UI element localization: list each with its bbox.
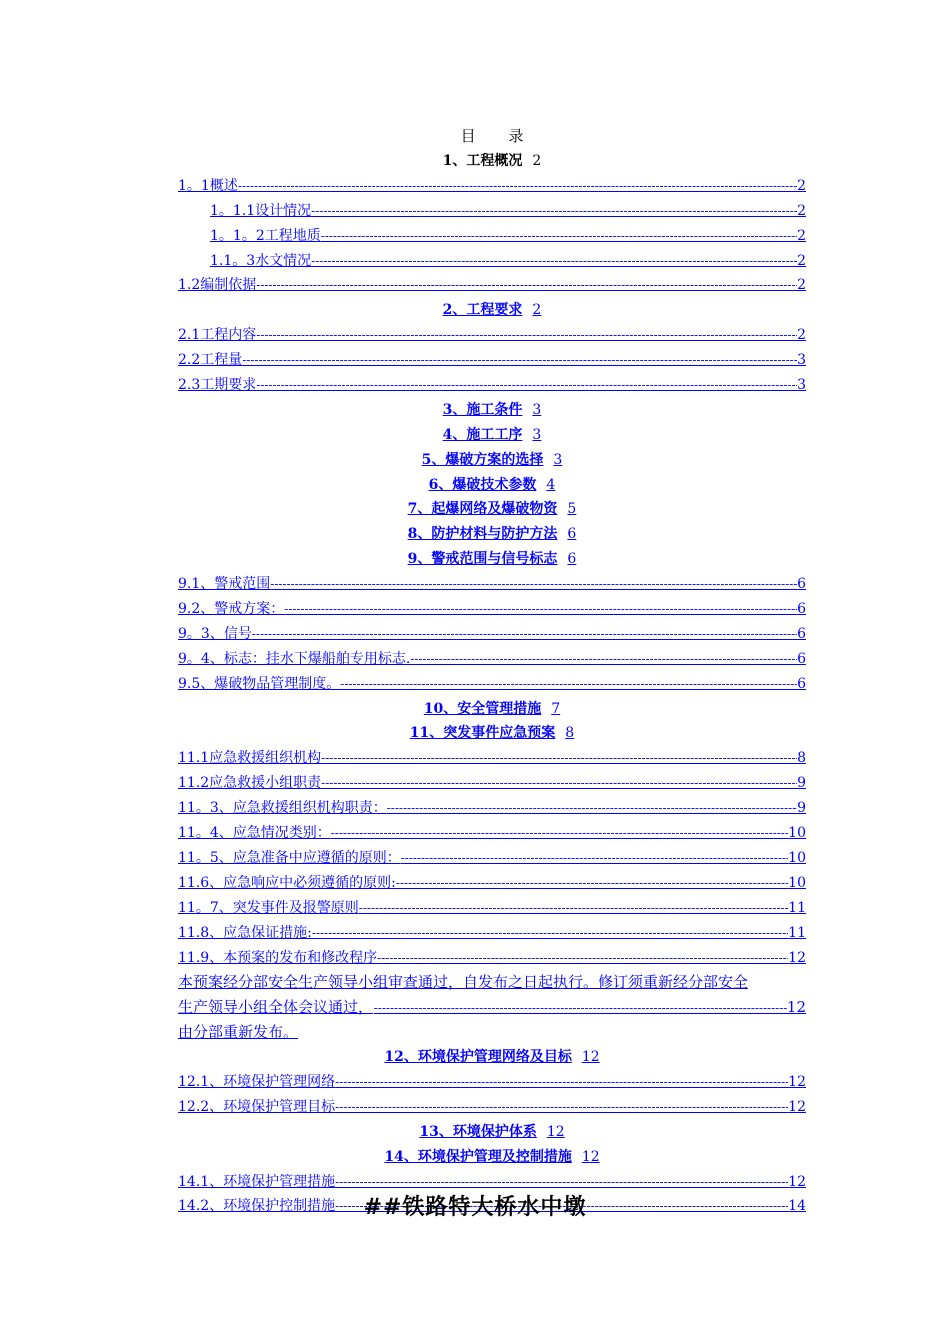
toc-entry-link[interactable] bbox=[178, 946, 806, 971]
toc-entry-label: 11.9、本预案的发布和修改程序 bbox=[178, 949, 378, 966]
toc-heading-label: 3、施工条件 bbox=[442, 401, 523, 418]
toc-heading[interactable] bbox=[178, 522, 806, 547]
toc-entry-link[interactable] bbox=[178, 174, 806, 199]
toc-heading-page: 5 bbox=[567, 501, 577, 518]
toc-heading-page: 2 bbox=[532, 153, 542, 169]
toc-leader-dots bbox=[284, 597, 797, 622]
toc-heading-label: 6、爆破技术参数 bbox=[428, 476, 537, 493]
toc-leader-dots bbox=[340, 672, 797, 697]
toc-entry-page: 6 bbox=[797, 625, 806, 642]
toc-leader-dots bbox=[256, 323, 797, 348]
toc-entry-page: 2 bbox=[797, 227, 806, 244]
toc-leader-dots bbox=[374, 995, 787, 1045]
toc-heading[interactable] bbox=[178, 697, 806, 722]
toc-entry-label: 1。1.1设计情况 bbox=[210, 202, 312, 219]
toc-entry-link[interactable] bbox=[178, 796, 806, 821]
toc-entry-label: 9.1、警戒范围 bbox=[178, 576, 271, 593]
toc-heading-label: 5、爆破方案的选择 bbox=[421, 451, 544, 468]
toc-entry-link[interactable] bbox=[178, 771, 806, 796]
toc-list bbox=[178, 149, 806, 1219]
toc-entry-label: 2.2工程量 bbox=[178, 352, 243, 369]
toc-entry-label: 11。5、应急准备中应遵循的原则： bbox=[178, 849, 401, 866]
toc-entry-label: 11。4、应急情况类别： bbox=[178, 825, 331, 842]
toc-heading[interactable] bbox=[178, 448, 806, 473]
toc-entry-page: 3 bbox=[797, 377, 806, 394]
toc-entry-page: 2 bbox=[797, 177, 806, 194]
toc-entry-link[interactable] bbox=[178, 1070, 806, 1095]
toc-heading[interactable] bbox=[178, 1045, 806, 1070]
toc-entry-label: 11.8、应急保证措施: bbox=[178, 924, 312, 941]
toc-heading-label: 12、环境保护管理网络及目标 bbox=[384, 1049, 572, 1066]
toc-entry-link[interactable] bbox=[178, 871, 806, 896]
toc-entry-page: 9 bbox=[797, 775, 806, 792]
toc-leader-dots bbox=[331, 821, 788, 846]
toc-heading-label: 10、安全管理措施 bbox=[423, 700, 542, 717]
toc-page bbox=[178, 123, 806, 1219]
toc-entry-label: 9。4、标志：挂水下爆船舶专用标志. bbox=[178, 650, 411, 667]
toc-entry-page: 10 bbox=[788, 825, 806, 842]
toc-entry-link[interactable] bbox=[178, 896, 806, 921]
toc-entry-label: 12.1、环境保护管理网络 bbox=[178, 1074, 336, 1090]
toc-entry-label: 1.2编制依据 bbox=[178, 277, 257, 294]
toc-leader-dots bbox=[335, 1070, 788, 1095]
toc-heading bbox=[178, 149, 806, 174]
toc-heading-label: 1、工程概况 bbox=[442, 153, 523, 169]
toc-entry-page: 3 bbox=[797, 352, 806, 369]
toc-heading-page: 12 bbox=[581, 1049, 600, 1066]
toc-leader-dots bbox=[270, 572, 797, 597]
toc-heading-label: 11、突发事件应急预案 bbox=[409, 725, 556, 742]
toc-entry-link[interactable] bbox=[178, 846, 806, 871]
toc-heading[interactable] bbox=[178, 1145, 806, 1170]
toc-leader-dots bbox=[359, 896, 788, 921]
toc-entry-page: 11 bbox=[788, 924, 806, 941]
toc-entry-label: 11.6、应急响应中必须遵循的原则: bbox=[178, 874, 396, 891]
toc-leader-dots bbox=[312, 921, 788, 946]
toc-entry-label: 9。3、信号 bbox=[178, 625, 252, 642]
toc-entry-page: 2 bbox=[797, 327, 806, 344]
toc-entry-page: 6 bbox=[797, 576, 806, 593]
toc-entry-page: 2 bbox=[797, 252, 806, 269]
toc-entry-link[interactable] bbox=[178, 1095, 806, 1120]
toc-entry-label: 11。7、突发事件及报警原则 bbox=[178, 899, 359, 916]
toc-heading-label: 14、环境保护管理及控制措施 bbox=[384, 1148, 572, 1165]
toc-entry-page: 14 bbox=[788, 1198, 806, 1215]
toc-entry-page: 8 bbox=[797, 750, 806, 767]
toc-heading-page: 12 bbox=[581, 1148, 600, 1165]
toc-heading-page: 3 bbox=[532, 401, 542, 418]
toc-leader-dots bbox=[401, 846, 788, 871]
toc-entry-page: 2 bbox=[797, 277, 806, 294]
toc-leader-dots bbox=[335, 1095, 788, 1120]
toc-leader-dots bbox=[321, 746, 797, 771]
toc-heading-label: 7、起爆网络及爆破物资 bbox=[407, 501, 558, 518]
toc-leader-dots bbox=[256, 273, 797, 298]
toc-entry-page: 12 bbox=[786, 998, 806, 1017]
toc-leader-dots bbox=[311, 249, 797, 274]
toc-heading[interactable] bbox=[178, 298, 806, 323]
toc-leader-dots bbox=[252, 622, 797, 647]
toc-entry-link[interactable] bbox=[178, 199, 806, 224]
toc-heading-page: 12 bbox=[546, 1123, 565, 1140]
toc-entry-link[interactable] bbox=[178, 921, 806, 946]
toc-heading[interactable] bbox=[178, 423, 806, 448]
toc-entry-link[interactable] bbox=[178, 622, 806, 647]
toc-entry-page: 12 bbox=[788, 949, 806, 966]
toc-entry-paragraph-link[interactable] bbox=[178, 970, 806, 1045]
toc-entry-page: 6 bbox=[797, 601, 806, 618]
toc-entry-label: 1.1。3水文情况 bbox=[210, 252, 312, 269]
toc-heading-page: 6 bbox=[567, 526, 577, 543]
toc-entry-page: 11 bbox=[788, 899, 806, 916]
toc-entry-label: 12.2、环境保护管理目标 bbox=[178, 1098, 336, 1115]
toc-leader-dots bbox=[377, 946, 788, 971]
toc-paragraph-line: 本预案经分部安全生产领导小组审查通过，自发布之日起执行。修订须重新经分部安全 bbox=[178, 973, 749, 992]
toc-heading-page: 3 bbox=[553, 451, 563, 468]
toc-heading[interactable] bbox=[178, 547, 806, 572]
toc-entry-label: 11.2应急救援小组职责 bbox=[178, 775, 322, 792]
toc-leader-dots bbox=[242, 348, 797, 373]
toc-leader-dots bbox=[410, 647, 797, 672]
toc-heading-label: 2、工程要求 bbox=[442, 302, 523, 319]
toc-entry-link[interactable] bbox=[178, 647, 806, 672]
toc-leader-dots bbox=[321, 771, 797, 796]
toc-heading-page: 4 bbox=[546, 476, 556, 493]
toc-entry-link[interactable] bbox=[178, 572, 806, 597]
toc-leader-dots bbox=[321, 224, 797, 249]
toc-heading[interactable] bbox=[178, 497, 806, 522]
toc-entry-link[interactable] bbox=[178, 348, 806, 373]
toc-heading-label: 9、警戒范围与信号标志 bbox=[407, 551, 558, 568]
toc-leader-dots bbox=[256, 373, 797, 398]
toc-entry-label: 11。3、应急救援组织机构职责： bbox=[178, 800, 387, 817]
toc-entry-page: 10 bbox=[788, 874, 806, 891]
toc-entry-link[interactable] bbox=[178, 746, 806, 771]
toc-entry-page: 9 bbox=[797, 800, 806, 817]
toc-entry-link[interactable] bbox=[178, 597, 806, 622]
toc-entry-label: 9.5、爆破物品管理制度。 bbox=[178, 675, 341, 692]
toc-entry-link[interactable] bbox=[178, 672, 806, 697]
toc-heading-label: 13、环境保护体系 bbox=[419, 1123, 537, 1140]
toc-leader-dots bbox=[238, 174, 797, 199]
toc-entry-page: 12 bbox=[788, 1173, 806, 1190]
toc-title: 目 录 bbox=[460, 127, 538, 145]
toc-entry-label: 2.3工期要求 bbox=[178, 377, 257, 394]
toc-heading-page: 3 bbox=[532, 426, 542, 443]
toc-entry-label: 9.2、警戒方案： bbox=[178, 601, 285, 618]
toc-entry-label: 14.2、环境保护控制措施 bbox=[178, 1198, 336, 1215]
toc-entry-label: 2.1工程内容 bbox=[178, 327, 257, 344]
toc-entry-label: 11.1应急救援组织机构 bbox=[178, 750, 322, 767]
document-title: ##铁路特大桥水中墩 bbox=[363, 1194, 587, 1220]
toc-entry-page: 12 bbox=[788, 1098, 806, 1115]
toc-entry-link[interactable] bbox=[178, 224, 806, 249]
toc-entry-page: 10 bbox=[788, 849, 806, 866]
toc-entry-link[interactable] bbox=[178, 273, 806, 298]
toc-entry-link[interactable] bbox=[178, 821, 806, 846]
toc-heading[interactable] bbox=[178, 721, 806, 746]
toc-entry-link[interactable] bbox=[178, 323, 806, 348]
toc-heading-label: 4、施工工序 bbox=[442, 426, 523, 443]
toc-heading-page: 2 bbox=[532, 302, 542, 319]
toc-heading[interactable] bbox=[178, 473, 806, 498]
toc-entry-page: 6 bbox=[797, 650, 806, 667]
toc-heading[interactable] bbox=[178, 1120, 806, 1145]
toc-entry-label: 1。1概述 bbox=[178, 177, 238, 194]
toc-entry-link[interactable] bbox=[178, 373, 806, 398]
toc-leader-dots bbox=[311, 199, 797, 224]
toc-heading-page: 7 bbox=[551, 700, 561, 717]
toc-entry-page: 6 bbox=[797, 675, 806, 692]
toc-heading-page: 6 bbox=[567, 551, 577, 568]
toc-leader-dots bbox=[396, 871, 788, 896]
toc-paragraph-line: 生产领导小组全体会议通过，由分部重新发布。 bbox=[178, 998, 374, 1042]
toc-leader-dots bbox=[387, 796, 797, 821]
toc-heading-page: 8 bbox=[565, 725, 575, 742]
toc-entry-label: 14.1、环境保护管理措施 bbox=[178, 1173, 336, 1190]
toc-entry-page: 2 bbox=[797, 202, 806, 219]
toc-entry-label: 1。1。2工程地质 bbox=[210, 227, 321, 244]
toc-entry-page: 12 bbox=[788, 1074, 806, 1090]
toc-heading[interactable] bbox=[178, 398, 806, 423]
toc-entry-link[interactable] bbox=[178, 249, 806, 274]
toc-heading-label: 8、防护材料与防护方法 bbox=[407, 526, 558, 543]
